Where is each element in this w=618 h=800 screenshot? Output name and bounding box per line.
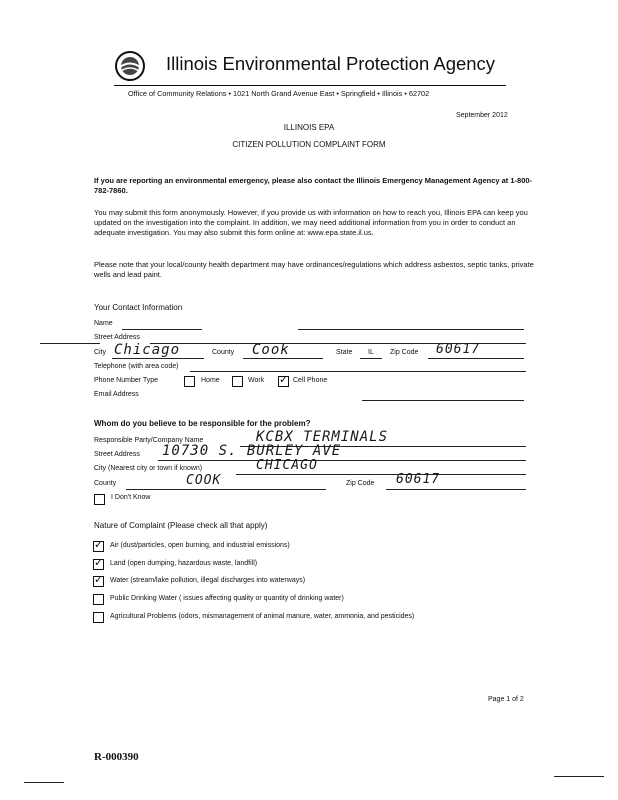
check-mark-icon: ✓ xyxy=(94,557,104,569)
responsible-heading: Whom do you believe to be responsible for the problem? xyxy=(94,419,311,428)
form-title-line2: CITIZEN POLLUTION COMPLAINT FORM xyxy=(232,140,386,149)
state-label: State xyxy=(336,349,353,356)
state-field[interactable] xyxy=(360,358,382,359)
margin-line-left xyxy=(40,343,100,344)
form-date: September 2012 xyxy=(456,112,508,119)
resp-zip-field[interactable] xyxy=(386,489,526,490)
email-field[interactable] xyxy=(362,400,524,401)
agricultural-checkbox[interactable] xyxy=(93,612,104,623)
contact-heading: Your Contact Information xyxy=(94,303,183,312)
street-label: Street Address xyxy=(94,334,140,341)
resp-city-field[interactable] xyxy=(236,474,526,475)
nature-heading: Nature of Complaint (Please check all that apply) xyxy=(94,521,268,530)
water-checkbox[interactable] xyxy=(93,576,104,587)
resp-county-field[interactable] xyxy=(126,489,326,490)
emergency-notice: If you are reporting an environmental emergency, please also contact the Illinois Emergency Management Agency at 1-800-782-7860. xyxy=(94,176,533,195)
phone-type-label: Phone Number Type xyxy=(94,377,159,384)
company-value[interactable]: KCBX TERMINALS xyxy=(256,429,389,445)
resp-zip-value[interactable]: 60617 xyxy=(396,472,441,487)
resp-street-value[interactable]: 10730 S. BURLEY AVE xyxy=(162,443,342,459)
drinking-water-checkbox[interactable] xyxy=(93,594,104,605)
nature-item-agricultural: Agricultural Problems (odors, mismanagement of animal manure, water, ammonia, and pesticides) xyxy=(110,613,415,620)
email-label: Email Address xyxy=(94,391,139,398)
county-field[interactable] xyxy=(243,358,323,359)
zip-value[interactable]: 60617 xyxy=(436,342,481,357)
resp-city-label: City (Nearest city or town if known) xyxy=(94,465,203,472)
form-title-line1: ILLINOIS EPA xyxy=(283,123,335,132)
air-checkbox[interactable] xyxy=(93,541,104,552)
resp-county-value[interactable]: COOK xyxy=(186,473,222,488)
county-label: County xyxy=(212,349,235,356)
city-label: City xyxy=(94,349,107,356)
resp-street-label: Street Address xyxy=(94,451,140,458)
resp-street-field[interactable] xyxy=(158,460,526,461)
nature-item-air: Air (dust/particles, open burning, and industrial emissions) xyxy=(110,542,290,549)
resp-zip-label: Zip Code xyxy=(346,480,375,487)
cell-checkbox[interactable] xyxy=(278,376,289,387)
land-checkbox[interactable] xyxy=(93,559,104,570)
zip-field[interactable] xyxy=(428,358,524,359)
header-rule xyxy=(114,85,506,86)
state-value[interactable]: IL xyxy=(368,349,374,356)
footer-mark-left xyxy=(24,782,64,783)
nature-item-land: Land (open dumping, hazardous waste, landfill) xyxy=(110,560,258,567)
illinois-epa-seal-icon xyxy=(114,50,146,82)
check-mark-icon: ✓ xyxy=(279,374,289,386)
agency-name: Illinois Environmental Protection Agency xyxy=(166,53,496,74)
city-field[interactable] xyxy=(112,358,204,359)
nature-item-drinking-water: Public Drinking Water ( issues affecting quality or quantity of drinking water) xyxy=(110,595,344,602)
phone-field[interactable] xyxy=(190,371,526,372)
name-label: Name xyxy=(94,320,113,327)
health-dept-notice: Please note that your local/county health department may have ordinances/regulations which address asbestos, septic tanks, private wells and lead paint. xyxy=(94,260,534,279)
resp-county-label: County xyxy=(94,480,117,487)
check-mark-icon: ✓ xyxy=(94,539,104,551)
home-checkbox[interactable] xyxy=(184,376,195,387)
check-mark-icon: ✓ xyxy=(94,574,104,586)
nature-item-water: Water (stream/lake pollution, illegal discharges into waterways) xyxy=(110,577,306,584)
anonymous-notice: You may submit this form anonymously. However, if you provide us with information on how to reach you, Illinois EPA can keep you updated on the investigation into the complaint. In addition, we may need additional information from you in order to conduct an adequate investigation. You may also submit this form online at: www.epa.state.il.us. xyxy=(94,208,528,237)
footer-mark-right xyxy=(554,776,604,777)
work-checkbox[interactable] xyxy=(232,376,243,387)
name-field-ext[interactable] xyxy=(298,329,524,330)
name-field[interactable] xyxy=(122,329,202,330)
cell-label: Cell Phone xyxy=(293,377,328,384)
dont-know-label: I Don't Know xyxy=(111,494,151,501)
document-id: R-000390 xyxy=(94,751,139,763)
page-number: Page 1 of 2 xyxy=(488,696,524,703)
city-value[interactable]: Chicago xyxy=(114,342,181,358)
county-value[interactable]: Cook xyxy=(252,342,290,358)
phone-label: Telephone (with area code) xyxy=(94,363,179,370)
company-label: Responsible Party/Company Name xyxy=(94,437,204,444)
agency-seal xyxy=(114,50,146,82)
dont-know-checkbox[interactable] xyxy=(94,494,105,505)
zip-label: Zip Code xyxy=(390,349,419,356)
agency-address: Office of Community Relations • 1021 North Grand Avenue East • Springfield • Illinois • 62702 xyxy=(128,89,430,98)
resp-city-value[interactable]: CHICAGO xyxy=(256,458,318,473)
home-label: Home xyxy=(201,377,220,384)
work-label: Work xyxy=(248,377,265,384)
